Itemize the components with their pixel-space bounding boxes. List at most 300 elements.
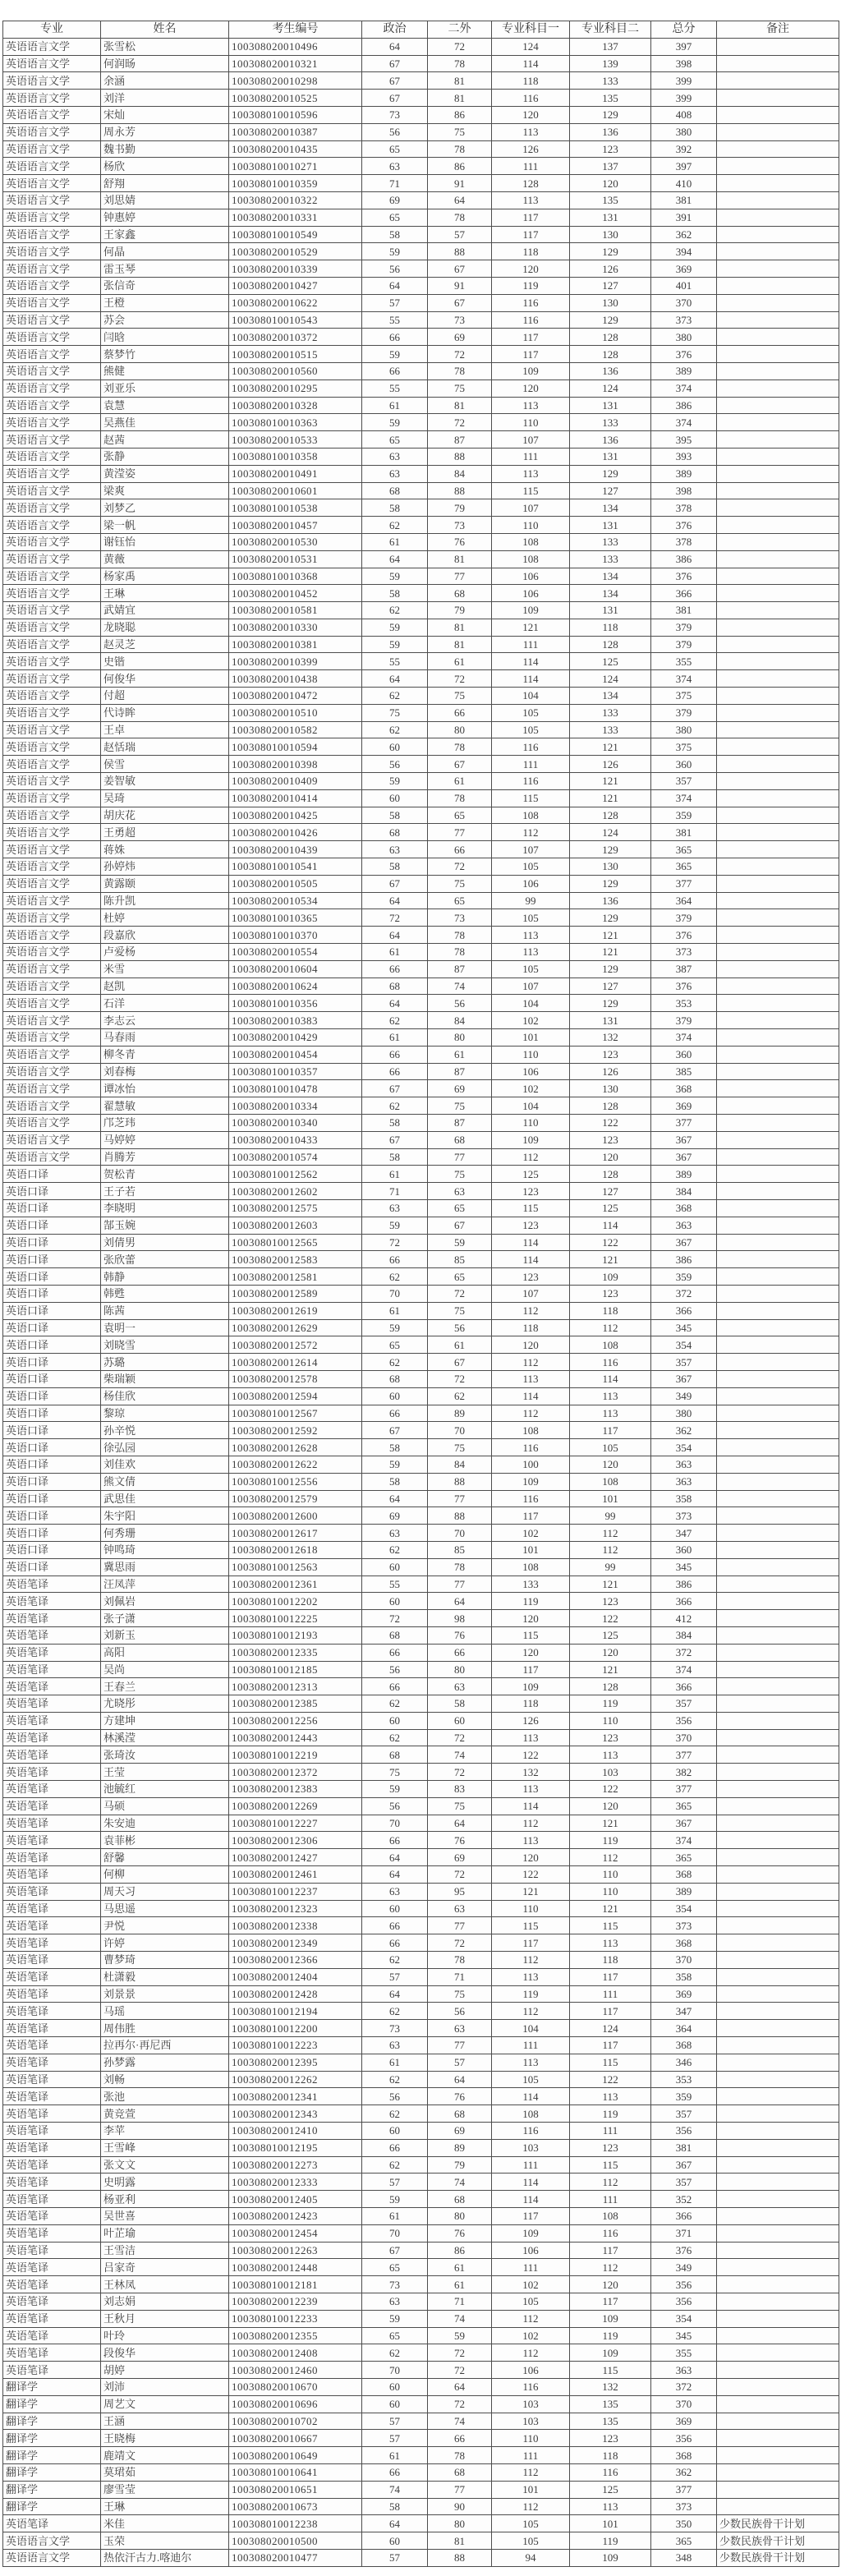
column-header-7: 专业科目二 bbox=[570, 21, 651, 39]
table-row bbox=[3, 2430, 839, 2447]
cell-major-subject-1: 120 bbox=[492, 1610, 570, 1627]
cell-major: 英语笔译 bbox=[3, 1644, 101, 1661]
cell-name: 王雪洁 bbox=[101, 2242, 229, 2259]
cell-name: 何润旸 bbox=[101, 55, 229, 72]
cell-remark bbox=[717, 1063, 839, 1080]
cell-second-foreign-language: 86 bbox=[428, 2242, 492, 2259]
cell-name: 何晶 bbox=[101, 243, 229, 260]
cell-total-score: 366 bbox=[651, 1593, 717, 1610]
cell-major: 英语语言文学 bbox=[3, 397, 101, 414]
table-row bbox=[3, 2532, 839, 2550]
cell-name: 武思佳 bbox=[101, 1490, 229, 1507]
cell-candidate-id: 100308020012335 bbox=[229, 1644, 362, 1661]
cell-remark bbox=[717, 1917, 839, 1934]
cell-politics: 62 bbox=[362, 1695, 428, 1713]
cell-politics: 64 bbox=[362, 995, 428, 1012]
cell-major: 英语笔译 bbox=[3, 2242, 101, 2259]
cell-politics: 62 bbox=[362, 2003, 428, 2020]
cell-candidate-id: 100308020012592 bbox=[229, 1422, 362, 1439]
cell-second-foreign-language: 57 bbox=[428, 2054, 492, 2071]
cell-second-foreign-language: 78 bbox=[428, 927, 492, 944]
cell-name: 刘春梅 bbox=[101, 1063, 229, 1080]
cell-politics: 65 bbox=[362, 431, 428, 448]
table-row bbox=[3, 2174, 839, 2191]
cell-major-subject-1: 105 bbox=[492, 2293, 570, 2310]
cell-remark bbox=[717, 2430, 839, 2447]
cell-major: 英语语言文学 bbox=[3, 1080, 101, 1097]
cell-major: 英语口译 bbox=[3, 1234, 101, 1251]
cell-politics: 73 bbox=[362, 2276, 428, 2293]
cell-name: 黄薇 bbox=[101, 550, 229, 568]
cell-major-subject-2: 113 bbox=[570, 2498, 651, 2515]
cell-candidate-id: 100308020010554 bbox=[229, 944, 362, 961]
cell-total-score: 373 bbox=[651, 1917, 717, 1934]
cell-major-subject-2: 135 bbox=[570, 191, 651, 209]
cell-candidate-id: 100308020010383 bbox=[229, 1012, 362, 1029]
cell-second-foreign-language: 78 bbox=[428, 2447, 492, 2464]
cell-total-score: 380 bbox=[651, 1405, 717, 1422]
cell-politics: 68 bbox=[362, 1370, 428, 1387]
cell-total-score: 364 bbox=[651, 892, 717, 909]
cell-major-subject-1: 110 bbox=[492, 517, 570, 534]
cell-name: 魏书勤 bbox=[101, 140, 229, 158]
cell-major-subject-1: 111 bbox=[492, 636, 570, 653]
cell-second-foreign-language: 95 bbox=[428, 1883, 492, 1900]
cell-name: 张欣蕾 bbox=[101, 1251, 229, 1268]
cell-second-foreign-language: 76 bbox=[428, 1832, 492, 1849]
table-row bbox=[3, 2310, 839, 2327]
cell-major-subject-2: 128 bbox=[570, 329, 651, 346]
cell-name: 张静 bbox=[101, 448, 229, 465]
cell-candidate-id: 100308010010363 bbox=[229, 414, 362, 431]
cell-candidate-id: 100308020012600 bbox=[229, 1507, 362, 1525]
cell-remark bbox=[717, 1251, 839, 1268]
cell-politics: 68 bbox=[362, 978, 428, 995]
cell-second-foreign-language: 68 bbox=[428, 2191, 492, 2208]
cell-major-subject-1: 114 bbox=[492, 653, 570, 670]
cell-politics: 63 bbox=[362, 841, 428, 858]
cell-major: 英语笔译 bbox=[3, 2020, 101, 2037]
cell-second-foreign-language: 78 bbox=[428, 362, 492, 380]
cell-politics: 58 bbox=[362, 2498, 428, 2515]
cell-politics: 68 bbox=[362, 824, 428, 841]
cell-major-subject-1: 113 bbox=[492, 1729, 570, 1746]
cell-second-foreign-language: 69 bbox=[428, 2123, 492, 2140]
cell-name: 胡婷 bbox=[101, 2362, 229, 2379]
cell-name: 廖雪莹 bbox=[101, 2481, 229, 2498]
cell-major: 英语口译 bbox=[3, 1541, 101, 1558]
cell-remark bbox=[717, 533, 839, 550]
cell-major: 英语笔译 bbox=[3, 2276, 101, 2293]
cell-total-score: 369 bbox=[651, 2413, 717, 2430]
table-row bbox=[3, 841, 839, 858]
cell-total-score: 398 bbox=[651, 55, 717, 72]
cell-remark bbox=[717, 789, 839, 807]
cell-major: 英语语言文学 bbox=[3, 875, 101, 892]
cell-candidate-id: 100308020012273 bbox=[229, 2156, 362, 2174]
cell-total-score: 381 bbox=[651, 824, 717, 841]
cell-major-subject-1: 116 bbox=[492, 2123, 570, 2140]
cell-politics: 56 bbox=[362, 2088, 428, 2105]
cell-candidate-id: 100308010012233 bbox=[229, 2310, 362, 2327]
cell-candidate-id: 100308020010381 bbox=[229, 636, 362, 653]
cell-major: 英语笔译 bbox=[3, 2123, 101, 2140]
table-row bbox=[3, 1029, 839, 1046]
cell-remark bbox=[717, 2037, 839, 2054]
table-row bbox=[3, 517, 839, 534]
cell-major: 英语笔译 bbox=[3, 1712, 101, 1729]
cell-total-score: 367 bbox=[651, 2156, 717, 2174]
cell-major-subject-1: 108 bbox=[492, 2105, 570, 2123]
cell-name: 舒馨 bbox=[101, 1849, 229, 1866]
cell-second-foreign-language: 75 bbox=[428, 875, 492, 892]
cell-second-foreign-language: 88 bbox=[428, 448, 492, 465]
cell-politics: 60 bbox=[362, 1900, 428, 1917]
table-row bbox=[3, 2139, 839, 2156]
table-row bbox=[3, 226, 839, 243]
cell-name: 韩静 bbox=[101, 1268, 229, 1286]
cell-name: 王春兰 bbox=[101, 1678, 229, 1695]
cell-name: 吴世喜 bbox=[101, 2208, 229, 2225]
cell-candidate-id: 100308020010696 bbox=[229, 2395, 362, 2413]
cell-second-foreign-language: 74 bbox=[428, 2413, 492, 2430]
cell-second-foreign-language: 72 bbox=[428, 1729, 492, 1746]
cell-name: 刘晓雪 bbox=[101, 1336, 229, 1354]
cell-major-subject-1: 105 bbox=[492, 2515, 570, 2532]
cell-second-foreign-language: 77 bbox=[428, 2037, 492, 2054]
cell-major-subject-1: 120 bbox=[492, 1336, 570, 1354]
cell-major: 英语口译 bbox=[3, 1166, 101, 1183]
cell-name: 朱安迪 bbox=[101, 1815, 229, 1832]
cell-name: 吕家奇 bbox=[101, 2259, 229, 2276]
cell-major-subject-1: 100 bbox=[492, 1456, 570, 1473]
cell-major-subject-2: 130 bbox=[570, 858, 651, 876]
cell-candidate-id: 100308020010438 bbox=[229, 670, 362, 688]
cell-major-subject-1: 118 bbox=[492, 1695, 570, 1713]
table-row bbox=[3, 2413, 839, 2430]
cell-second-foreign-language: 72 bbox=[428, 1764, 492, 1781]
cell-total-score: 397 bbox=[651, 38, 717, 55]
cell-total-score: 354 bbox=[651, 2310, 717, 2327]
cell-major-subject-2: 128 bbox=[570, 1678, 651, 1695]
table-row bbox=[3, 1952, 839, 1969]
header-row bbox=[3, 21, 839, 39]
cell-politics: 59 bbox=[362, 1319, 428, 1336]
cell-major-subject-2: 115 bbox=[570, 2054, 651, 2071]
cell-total-score: 392 bbox=[651, 140, 717, 158]
cell-candidate-id: 100308020012323 bbox=[229, 1900, 362, 1917]
table-row bbox=[3, 1934, 839, 1952]
cell-major-subject-1: 111 bbox=[492, 2259, 570, 2276]
cell-major-subject-1: 113 bbox=[492, 1781, 570, 1798]
cell-total-score: 374 bbox=[651, 1661, 717, 1678]
cell-politics: 67 bbox=[362, 72, 428, 90]
cell-major: 英语笔译 bbox=[3, 1917, 101, 1934]
cell-major: 翻译学 bbox=[3, 2378, 101, 2395]
cell-total-score: 389 bbox=[651, 1166, 717, 1183]
cell-major-subject-1: 117 bbox=[492, 346, 570, 363]
table-row bbox=[3, 858, 839, 876]
cell-candidate-id: 100308020010322 bbox=[229, 191, 362, 209]
cell-remark bbox=[717, 1883, 839, 1900]
table-row bbox=[3, 1917, 839, 1934]
cell-candidate-id: 100308020010530 bbox=[229, 533, 362, 550]
cell-remark bbox=[717, 448, 839, 465]
cell-major: 英语笔译 bbox=[3, 1746, 101, 1764]
cell-remark bbox=[717, 1849, 839, 1866]
cell-major-subject-1: 108 bbox=[492, 1558, 570, 1576]
cell-politics: 67 bbox=[362, 1422, 428, 1439]
cell-second-foreign-language: 66 bbox=[428, 2430, 492, 2447]
cell-candidate-id: 100308010010594 bbox=[229, 738, 362, 756]
cell-name: 王林凤 bbox=[101, 2276, 229, 2293]
cell-name: 王橙 bbox=[101, 294, 229, 311]
cell-major-subject-2: 133 bbox=[570, 721, 651, 738]
cell-major: 英语口译 bbox=[3, 1354, 101, 1371]
cell-remark bbox=[717, 38, 839, 55]
cell-major-subject-2: 115 bbox=[570, 2156, 651, 2174]
cell-major-subject-2: 108 bbox=[570, 1336, 651, 1354]
cell-major-subject-1: 111 bbox=[492, 2447, 570, 2464]
cell-major-subject-2: 130 bbox=[570, 294, 651, 311]
cell-major: 英语口译 bbox=[3, 1319, 101, 1336]
cell-candidate-id: 100308010012556 bbox=[229, 1473, 362, 1490]
cell-total-score: 355 bbox=[651, 2344, 717, 2362]
cell-major: 英语语言文学 bbox=[3, 1148, 101, 1166]
cell-major-subject-1: 113 bbox=[492, 2054, 570, 2071]
cell-total-score: 354 bbox=[651, 1336, 717, 1354]
cell-second-foreign-language: 65 bbox=[428, 1268, 492, 1286]
cell-politics: 61 bbox=[362, 2054, 428, 2071]
table-row bbox=[3, 2344, 839, 2362]
table-row bbox=[3, 2259, 839, 2276]
table-row bbox=[3, 636, 839, 653]
cell-major: 翻译学 bbox=[3, 2395, 101, 2413]
cell-major: 翻译学 bbox=[3, 2481, 101, 2498]
cell-name: 玉荣 bbox=[101, 2532, 229, 2550]
cell-major: 英语口译 bbox=[3, 1199, 101, 1217]
cell-politics: 67 bbox=[362, 90, 428, 107]
cell-major-subject-2: 121 bbox=[570, 1661, 651, 1678]
cell-politics: 64 bbox=[362, 2515, 428, 2532]
cell-candidate-id: 100308020012341 bbox=[229, 2088, 362, 2105]
cell-second-foreign-language: 64 bbox=[428, 1815, 492, 1832]
cell-major: 英语笔译 bbox=[3, 1610, 101, 1627]
table-row bbox=[3, 875, 839, 892]
cell-name: 郜玉婉 bbox=[101, 1217, 229, 1234]
cell-politics: 59 bbox=[362, 1217, 428, 1234]
cell-major: 英语口译 bbox=[3, 1507, 101, 1525]
cell-second-foreign-language: 76 bbox=[428, 533, 492, 550]
table-row bbox=[3, 431, 839, 448]
cell-politics: 67 bbox=[362, 55, 428, 72]
cell-remark bbox=[717, 1387, 839, 1405]
cell-major-subject-2: 120 bbox=[570, 1456, 651, 1473]
cell-name: 袁菲彬 bbox=[101, 1832, 229, 1849]
cell-major-subject-1: 113 bbox=[492, 944, 570, 961]
cell-candidate-id: 100308020012408 bbox=[229, 2344, 362, 2362]
cell-major-subject-2: 121 bbox=[570, 1815, 651, 1832]
cell-name: 杜潇毅 bbox=[101, 1968, 229, 1985]
cell-remark bbox=[717, 1268, 839, 1286]
cell-major-subject-2: 103 bbox=[570, 1764, 651, 1781]
cell-name: 蒋姝 bbox=[101, 841, 229, 858]
cell-total-score: 372 bbox=[651, 1644, 717, 1661]
cell-major: 英语语言文学 bbox=[3, 1029, 101, 1046]
table-row bbox=[3, 1405, 839, 1422]
cell-name: 刘思婧 bbox=[101, 191, 229, 209]
cell-second-foreign-language: 76 bbox=[428, 2224, 492, 2242]
cell-total-score: 373 bbox=[651, 1507, 717, 1525]
cell-major-subject-2: 113 bbox=[570, 2088, 651, 2105]
cell-remark bbox=[717, 2293, 839, 2310]
cell-major-subject-1: 118 bbox=[492, 1319, 570, 1336]
table-row bbox=[3, 1729, 839, 1746]
table-row bbox=[3, 1097, 839, 1115]
cell-total-score: 374 bbox=[651, 380, 717, 397]
cell-remark bbox=[717, 738, 839, 756]
cell-major-subject-1: 116 bbox=[492, 1490, 570, 1507]
cell-remark bbox=[717, 1183, 839, 1200]
cell-major-subject-2: 137 bbox=[570, 158, 651, 175]
cell-remark bbox=[717, 1866, 839, 1884]
cell-major-subject-1: 119 bbox=[492, 1985, 570, 2003]
cell-major-subject-1: 101 bbox=[492, 1029, 570, 1046]
cell-politics: 75 bbox=[362, 1764, 428, 1781]
cell-total-score: 362 bbox=[651, 2463, 717, 2481]
cell-major: 英语口译 bbox=[3, 1439, 101, 1456]
cell-major-subject-1: 105 bbox=[492, 2071, 570, 2088]
cell-major-subject-2: 137 bbox=[570, 38, 651, 55]
cell-candidate-id: 100308020012355 bbox=[229, 2327, 362, 2344]
cell-major-subject-1: 115 bbox=[492, 1626, 570, 1644]
cell-remark bbox=[717, 362, 839, 380]
cell-politics: 60 bbox=[362, 1387, 428, 1405]
cell-major-subject-1: 109 bbox=[492, 362, 570, 380]
cell-second-foreign-language: 81 bbox=[428, 72, 492, 90]
cell-major-subject-1: 117 bbox=[492, 226, 570, 243]
cell-candidate-id: 100308020012313 bbox=[229, 1678, 362, 1695]
cell-politics: 58 bbox=[362, 1148, 428, 1166]
cell-major-subject-1: 94 bbox=[492, 2549, 570, 2566]
cell-major-subject-2: 113 bbox=[570, 1746, 651, 1764]
cell-candidate-id: 100308020012256 bbox=[229, 1712, 362, 1729]
cell-name: 周天习 bbox=[101, 1883, 229, 1900]
cell-remark bbox=[717, 1080, 839, 1097]
cell-total-score: 399 bbox=[651, 72, 717, 90]
cell-major-subject-2: 128 bbox=[570, 1166, 651, 1183]
cell-major: 英语笔译 bbox=[3, 1626, 101, 1644]
table-row bbox=[3, 209, 839, 226]
cell-major-subject-1: 107 bbox=[492, 978, 570, 995]
cell-major-subject-2: 133 bbox=[570, 414, 651, 431]
cell-major-subject-1: 116 bbox=[492, 90, 570, 107]
cell-second-foreign-language: 87 bbox=[428, 431, 492, 448]
cell-second-foreign-language: 88 bbox=[428, 1473, 492, 1490]
cell-second-foreign-language: 56 bbox=[428, 995, 492, 1012]
table-row bbox=[3, 38, 839, 55]
cell-major-subject-2: 99 bbox=[570, 1507, 651, 1525]
cell-total-score: 408 bbox=[651, 106, 717, 123]
cell-major-subject-2: 135 bbox=[570, 2395, 651, 2413]
cell-candidate-id: 100308020010651 bbox=[229, 2481, 362, 2498]
cell-remark bbox=[717, 1797, 839, 1815]
cell-remark bbox=[717, 1541, 839, 1558]
cell-second-foreign-language: 89 bbox=[428, 2139, 492, 2156]
cell-politics: 60 bbox=[362, 789, 428, 807]
cell-second-foreign-language: 67 bbox=[428, 1354, 492, 1371]
cell-major-subject-1: 111 bbox=[492, 158, 570, 175]
cell-candidate-id: 100308020012583 bbox=[229, 1251, 362, 1268]
cell-major-subject-1: 114 bbox=[492, 1234, 570, 1251]
cell-politics: 65 bbox=[362, 209, 428, 226]
cell-remark bbox=[717, 585, 839, 602]
cell-total-score: 356 bbox=[651, 2276, 717, 2293]
cell-total-score: 381 bbox=[651, 602, 717, 619]
cell-candidate-id: 100308020010533 bbox=[229, 431, 362, 448]
cell-major-subject-2: 129 bbox=[570, 106, 651, 123]
cell-total-score: 376 bbox=[651, 568, 717, 585]
cell-total-score: 376 bbox=[651, 2242, 717, 2259]
table-row bbox=[3, 2362, 839, 2379]
cell-remark bbox=[717, 2276, 839, 2293]
cell-major-subject-1: 120 bbox=[492, 106, 570, 123]
cell-remark bbox=[717, 1012, 839, 1029]
cell-second-foreign-language: 87 bbox=[428, 1063, 492, 1080]
cell-major-subject-2: 124 bbox=[570, 380, 651, 397]
cell-name: 谢钰怡 bbox=[101, 533, 229, 550]
cell-second-foreign-language: 67 bbox=[428, 756, 492, 773]
cell-remark bbox=[717, 277, 839, 294]
cell-major-subject-1: 110 bbox=[492, 1046, 570, 1063]
cell-politics: 57 bbox=[362, 2430, 428, 2447]
cell-name: 马春雨 bbox=[101, 1029, 229, 1046]
cell-major-subject-2: 123 bbox=[570, 1285, 651, 1302]
cell-name: 梁一帆 bbox=[101, 517, 229, 534]
cell-politics: 68 bbox=[362, 1626, 428, 1644]
cell-politics: 60 bbox=[362, 2123, 428, 2140]
cell-candidate-id: 100308020012602 bbox=[229, 1183, 362, 1200]
table-row bbox=[3, 1849, 839, 1866]
cell-candidate-id: 100308020010515 bbox=[229, 346, 362, 363]
cell-name: 李晓明 bbox=[101, 1199, 229, 1217]
cell-candidate-id: 100308020012618 bbox=[229, 1541, 362, 1558]
cell-second-foreign-language: 73 bbox=[428, 517, 492, 534]
cell-politics: 66 bbox=[362, 1644, 428, 1661]
table-row bbox=[3, 978, 839, 995]
cell-politics: 61 bbox=[362, 2208, 428, 2225]
cell-candidate-id: 100308010012562 bbox=[229, 1166, 362, 1183]
table-row bbox=[3, 123, 839, 140]
cell-total-score: 381 bbox=[651, 191, 717, 209]
cell-politics: 62 bbox=[362, 2344, 428, 2362]
cell-remark bbox=[717, 1832, 839, 1849]
cell-major: 英语语言文学 bbox=[3, 636, 101, 653]
cell-politics: 60 bbox=[362, 1712, 428, 1729]
cell-candidate-id: 100308020010581 bbox=[229, 602, 362, 619]
cell-remark bbox=[717, 2498, 839, 2515]
cell-major-subject-2: 112 bbox=[570, 1849, 651, 1866]
cell-total-score: 365 bbox=[651, 841, 717, 858]
cell-major-subject-2: 133 bbox=[570, 72, 651, 90]
cell-major: 翻译学 bbox=[3, 2413, 101, 2430]
table-row bbox=[3, 619, 839, 636]
cell-name: 拉再尔·再尼西 bbox=[101, 2037, 229, 2054]
cell-major-subject-2: 124 bbox=[570, 2020, 651, 2037]
cell-total-score: 350 bbox=[651, 2515, 717, 2532]
cell-major-subject-2: 123 bbox=[570, 2430, 651, 2447]
cell-major-subject-2: 118 bbox=[570, 1302, 651, 1319]
